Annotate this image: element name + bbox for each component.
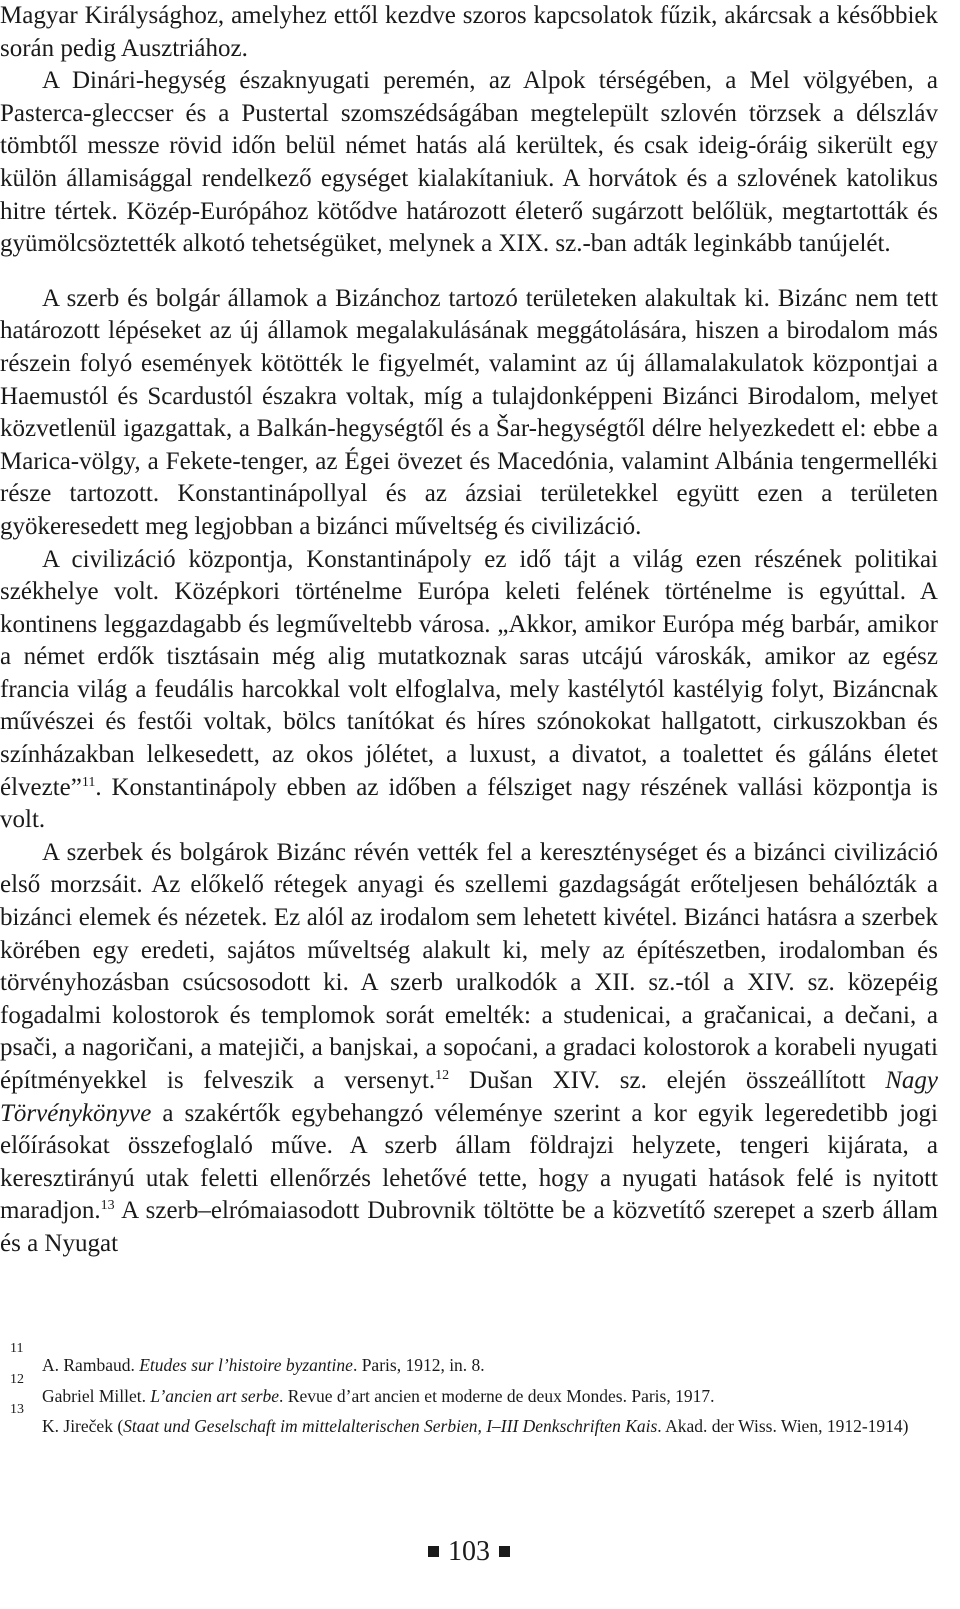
paragraph-serbs-bulgarians bbox=[0, 837, 938, 1261]
footnote-number: 12 bbox=[10, 1371, 24, 1387]
text-run: . Paris, 1912, in. 8. bbox=[352, 1355, 485, 1375]
square-bullet-icon bbox=[428, 1546, 439, 1557]
footnote-reference: 12 bbox=[435, 1068, 450, 1083]
page-number-value: 103 bbox=[448, 1536, 490, 1567]
footnote-text bbox=[42, 1416, 908, 1436]
italic-title: L’ancien art serbe bbox=[150, 1385, 280, 1406]
text-run: Dušan XIV. sz. elején összeállított bbox=[449, 1067, 886, 1094]
square-bullet-icon bbox=[499, 1546, 510, 1557]
footnote-text bbox=[42, 1386, 714, 1406]
text-run: A szerb–elrómaiasodott Dubrovnik töltötte be a közvetítő szerepet a szerb állam és a Nyugat bbox=[0, 1197, 938, 1257]
italic-title: Nagy Törvénykönyve bbox=[0, 1067, 938, 1127]
text-run: Magyar Királysághoz, amelyhez ettől kezdve szoros kapcsolatok fűzik, akárcsak a későbbiek során pedig Ausztriához. bbox=[0, 2, 938, 62]
text-run: . Konstantinápoly ebben az időben a félsziget nagy részének vallási központja is volt. bbox=[0, 773, 938, 834]
text-run: A Dinári-hegység északnyugati peremén, az Alpok térségében, a Mel völgyében, a Pasterca-gleccser és a Pustertal szomszédságában megtelepült szlovén törzsek a délszláv tömbtől messze rövid időn belül német hatás alá kerültek, és csak ideig-óráig sikerült egy külön államisággal rendelkező egységet kialakítaniuk. A horvátok és a szlovének katolikus hitre tértek. Közép-Európához kötődve határozott életerő sugárzott belőlük, megtartották és gyümölcsöztették alkotó tehetségüket, melynek a XIX. sz.-ban adták leginkább tanújelét. bbox=[0, 67, 938, 258]
text-run: K. Jireček ( bbox=[42, 1416, 124, 1436]
page-number bbox=[0, 1535, 938, 1569]
footnote-reference: 11 bbox=[81, 774, 96, 790]
text-run: . Akad. der Wiss. Wien, 1912-1914) bbox=[657, 1416, 909, 1436]
paragraph-continued bbox=[0, 0, 938, 65]
text-run: Gabriel Millet. bbox=[42, 1385, 151, 1406]
text-run: A. Rambaud. bbox=[42, 1355, 140, 1375]
paragraph-serbian-bulgarian-states bbox=[0, 283, 938, 544]
footnote-number: 11 bbox=[10, 1341, 24, 1356]
footnote-13 bbox=[0, 1402, 938, 1442]
paragraph-slovenes bbox=[0, 65, 938, 261]
paragraph-constantinople bbox=[0, 544, 938, 837]
text-run: . Revue d’art ancien et moderne de deux Mondes. Paris, 1917. bbox=[279, 1385, 715, 1406]
footnote-12 bbox=[0, 1371, 938, 1412]
italic-title: Etudes sur l’histoire byzantine bbox=[139, 1355, 353, 1375]
footnote-11 bbox=[0, 1341, 938, 1381]
text-run: A szerb és bolgár államok a Bizánchoz tartozó területeken alakultak ki. Bizánc nem tett határozott lépéseket az új államok megalakulásának meggátolására, hiszen a birodalom más részein folyó események kötötték le figyelmét, valamint az új államalakulatok központjai a Haemustól és Scardustól északra voltak, míg a tulajdonképpeni Bizánci Birodalom, melyet közvetlenül igazgattak, a Balkán-hegységtől és a Šar-hegységtől délre helyezkedett el: ebbe a Marica-völgy, a Fekete-tenger, az Égei övezet és Macedónia, valamint Albánia tengermelléki része tartozott. Konstantinápollyal és az ázsiai területekkel együtt ezen a területen gyökeresedett meg legjobban a bizánci műveltség és civilizáció. bbox=[0, 284, 938, 540]
text-run: A civilizáció központja, Konstantinápoly ez idő tájt a világ ezen részének politikai székhelye volt. Középkori történelme Európa keleti felének történelme is egyúttal. A kontinens leggazdagabb és legműveltebb városa. „Akkor, amikor Európa még barbár, amikor a német erdők tisztásain még alig mutatkoznak saras utcájú városkák, amikor az egész francia világ a feudális harcokkal volt elfoglalva, mely kastélytól kastélyig folyt, Bizáncnak művészei és festői voltak, bölcs tanítókat és híres szónokokat hallgatott, cirkuszokban és színházakban lelkesedett, az okos jólétet, a luxust, a divatot, a toalettet és gáláns életet élvezte” bbox=[0, 545, 938, 801]
italic-title: Staat und Geselschaft im mittelalterischen Serbien, I–III Denkschriften Kais bbox=[123, 1416, 658, 1436]
footnote-reference: 13 bbox=[100, 1198, 115, 1214]
footnote-text bbox=[42, 1355, 485, 1375]
text-run: A szerbek és bolgárok Bizánc révén vették fel a kereszténységet és a bizánci civilizáció első morzsáit. Az előkelő rétegek anyagi és szellemi gazdagságát erőteljesen behálózták a bizánci elemek és nézetek. Ez alól az irodalom sem lehetett kivétel. Bizánci hatásra a szerbek körében egy eredeti, sajátos műveltség alakult ki, mely az építészetben, irodalomban és törvényhozásban csúcsosodott ki. A szerb uralkodók a XII. sz.-tól a XIV. sz. közepéig fogadalmi kolostorok és templomok sorát emelték: a studenicai, a gračanicai, a dečani, a psači, a nagoričani, a matejiči, a banjskai, a sopoćani, a gradaci kolostorok a korabeli nyugati építményekkel is felveszik a versenyt. bbox=[0, 838, 938, 1094]
footnote-number: 13 bbox=[10, 1402, 24, 1417]
footnotes bbox=[0, 1341, 938, 1442]
text-run: a szakértők egybehangzó véleménye szerint a kor egyik legeredetibb jogi előírásokat összefoglaló műve. A szerb állam földrajzi helyzete, tengeri kijárata, a keresztirányú utak feletti ellenőrzés lehetővé tette, hogy a nyugati hatások felé is nyitott maradjon. bbox=[0, 1099, 938, 1225]
